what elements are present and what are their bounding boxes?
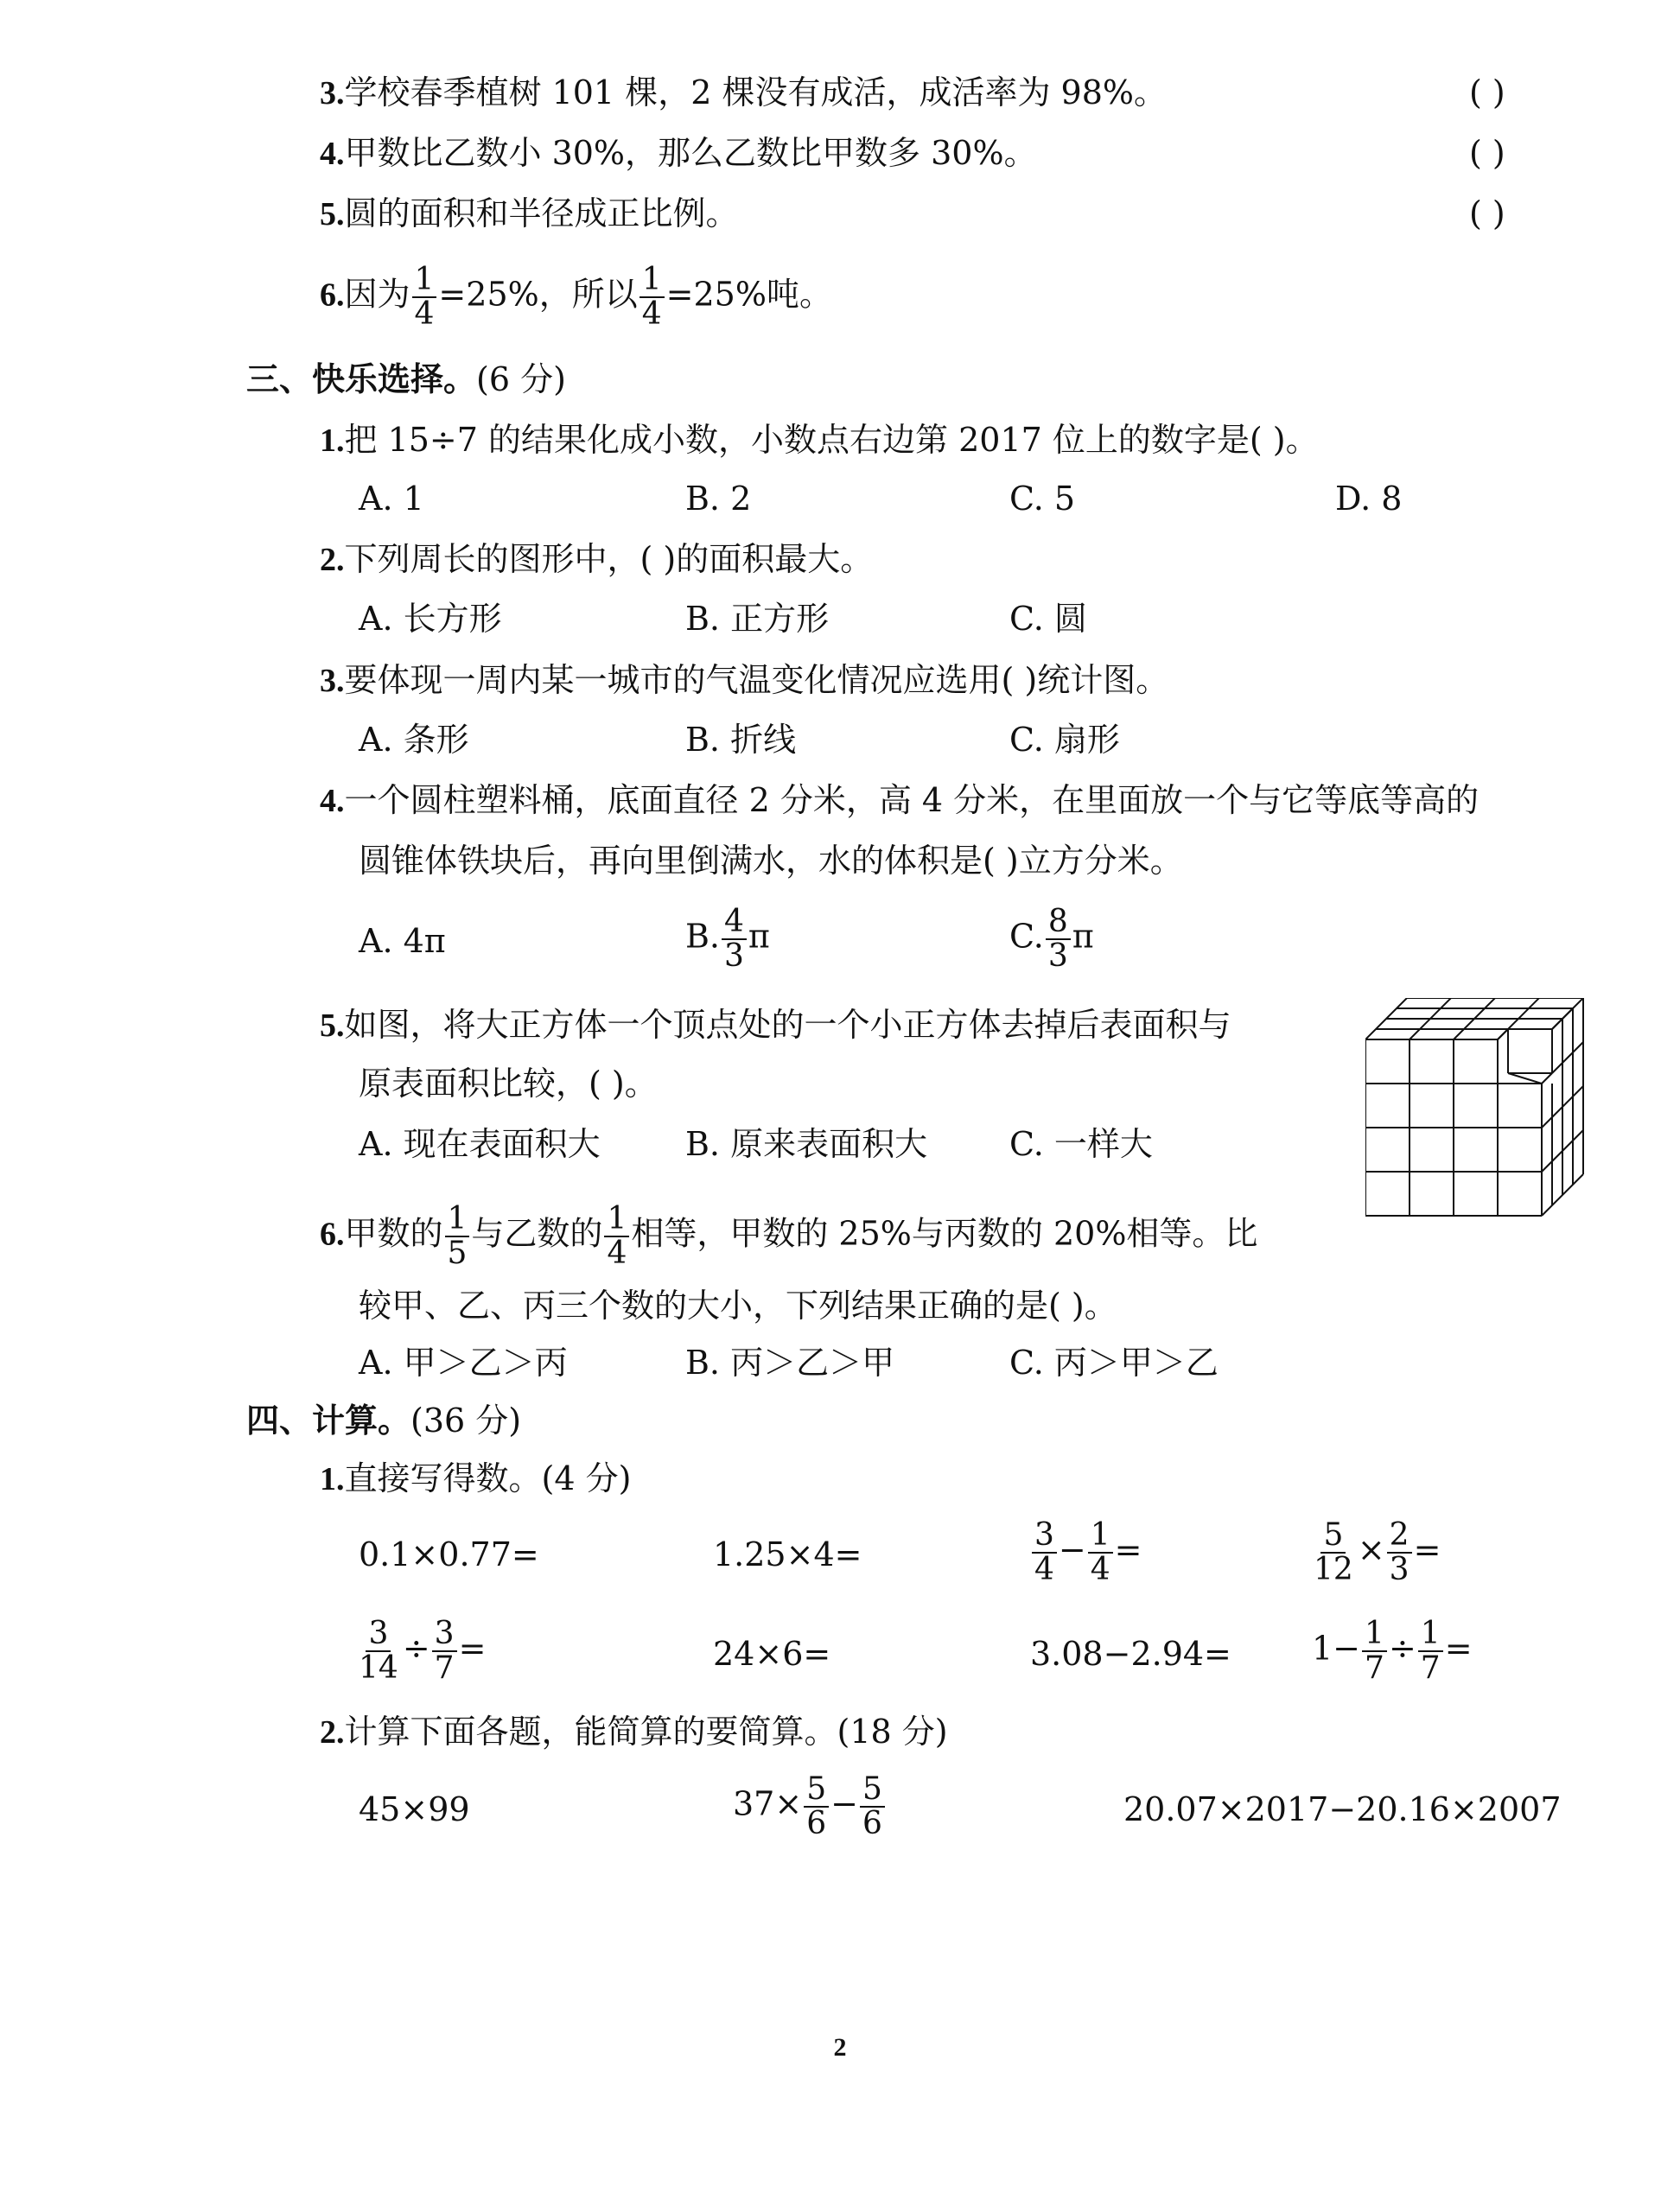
denominator: 7 bbox=[434, 1649, 455, 1686]
choice-q3 bbox=[320, 661, 1169, 699]
question-number: 4. bbox=[320, 783, 345, 819]
option-label: C. bbox=[1009, 917, 1044, 956]
equals: = bbox=[1444, 1629, 1473, 1668]
denominator: 6 bbox=[862, 1805, 882, 1841]
section-score: (36 分) bbox=[410, 1402, 522, 1440]
option-a[interactable]: A. 现在表面积大 bbox=[359, 1125, 601, 1163]
fraction bbox=[1046, 906, 1071, 973]
denominator: 7 bbox=[1365, 1649, 1384, 1686]
denominator: 4 bbox=[414, 296, 435, 332]
question-number: 1. bbox=[320, 423, 345, 459]
fraction bbox=[860, 1773, 885, 1840]
option-b[interactable]: B. 2 bbox=[685, 480, 752, 518]
option-d[interactable]: D. 8 bbox=[1335, 480, 1403, 518]
fraction bbox=[356, 1618, 401, 1685]
option-b[interactable]: B. 原来表面积大 bbox=[685, 1125, 928, 1163]
judge-q4 bbox=[320, 134, 1037, 172]
operand: 1− bbox=[1312, 1629, 1361, 1668]
numerator: 1 bbox=[1362, 1618, 1387, 1652]
question-text-line2: 圆锥体铁块后，再向里倒满水，水的体积是( )立方分米。 bbox=[359, 842, 1183, 880]
judge-q5 bbox=[320, 194, 739, 232]
equals: = bbox=[1114, 1530, 1142, 1569]
expression bbox=[733, 1773, 887, 1840]
denominator: 3 bbox=[1047, 938, 1068, 974]
numerator: 1 bbox=[1418, 1618, 1443, 1652]
question-text: 因为 bbox=[344, 275, 410, 314]
expression: 1.25×4= bbox=[713, 1535, 862, 1573]
question-number: 6. bbox=[320, 1216, 345, 1253]
denominator: 4 bbox=[1034, 1551, 1054, 1587]
operand: 37× bbox=[733, 1784, 803, 1823]
numerator: 5 bbox=[804, 1773, 829, 1808]
equals: = bbox=[458, 1629, 487, 1668]
option-label: B. bbox=[685, 917, 721, 956]
option-a[interactable]: A. 条形 bbox=[359, 721, 469, 759]
question-number: 5. bbox=[320, 196, 345, 232]
question-text: 圆的面积和半径成正比例。 bbox=[344, 194, 739, 232]
choice-q2 bbox=[320, 540, 874, 578]
fraction bbox=[640, 264, 665, 331]
operator: ÷ bbox=[402, 1629, 430, 1668]
fraction bbox=[412, 264, 437, 331]
denominator: 7 bbox=[1420, 1649, 1441, 1686]
choice-q1 bbox=[320, 423, 1319, 457]
question-number: 4. bbox=[320, 136, 345, 172]
question-number: 1. bbox=[320, 1461, 345, 1497]
option-c[interactable]: C. 扇形 bbox=[1009, 721, 1120, 759]
section4-heading bbox=[246, 1402, 522, 1440]
expression bbox=[1312, 1618, 1473, 1685]
option-b[interactable]: B. 折线 bbox=[685, 721, 797, 759]
expression: 20.07×2017−20.16×2007 bbox=[1123, 1790, 1562, 1828]
expression: 3.08−2.94= bbox=[1030, 1635, 1231, 1673]
question-text: 与乙数的 bbox=[471, 1214, 603, 1253]
denominator: 14 bbox=[359, 1649, 398, 1686]
fraction bbox=[1088, 1519, 1113, 1586]
answer-blank[interactable]: ( ) bbox=[1469, 134, 1505, 172]
denominator: 3 bbox=[1389, 1551, 1410, 1587]
answer-blank[interactable]: ( ) bbox=[1469, 73, 1505, 111]
option-c[interactable]: C. 圆 bbox=[1009, 600, 1087, 638]
operator: − bbox=[1058, 1530, 1086, 1569]
question-text: 学校春季植树 101 棵，2 棵没有成活，成活率为 98%。 bbox=[344, 73, 1167, 111]
question-text-line2: 原表面积比较，( )。 bbox=[359, 1065, 658, 1103]
fraction bbox=[1418, 1618, 1443, 1685]
question-text: 甲数的 bbox=[344, 1214, 443, 1253]
denominator: 4 bbox=[641, 296, 662, 332]
numerator: 1 bbox=[445, 1203, 470, 1237]
question-text: 如图，将大正方体一个顶点处的一个小正方体去掉后表面积与 bbox=[344, 1006, 1231, 1044]
fraction bbox=[445, 1203, 470, 1270]
section3-heading bbox=[246, 360, 566, 398]
numerator: 8 bbox=[1046, 906, 1071, 940]
denominator: 4 bbox=[1090, 1551, 1110, 1587]
choice-q4 bbox=[320, 781, 1480, 819]
question-text: 甲数比乙数小 30%，那么乙数比甲数多 30%。 bbox=[344, 134, 1037, 172]
expression: 24×6= bbox=[713, 1635, 831, 1673]
question-text: =25%吨。 bbox=[665, 275, 832, 314]
expression bbox=[1030, 1519, 1142, 1586]
answer-blank[interactable]: ( ) bbox=[1469, 194, 1505, 232]
operator: ÷ bbox=[1388, 1629, 1416, 1668]
numerator: 1 bbox=[604, 1203, 629, 1237]
question-text: 一个圆柱塑料桶，底面直径 2 分米，高 4 分米，在里面放一个与它等底等高的 bbox=[344, 781, 1480, 819]
choice-q5 bbox=[320, 1008, 1231, 1042]
numerator: 4 bbox=[722, 906, 747, 940]
expression bbox=[354, 1618, 486, 1685]
section-title: 三、快乐选择。 bbox=[246, 360, 477, 398]
numerator: 1 bbox=[640, 264, 665, 298]
denominator: 6 bbox=[806, 1805, 827, 1841]
fraction bbox=[1032, 1519, 1057, 1586]
pi-symbol: π bbox=[748, 917, 770, 956]
denominator: 5 bbox=[447, 1235, 468, 1271]
numerator: 2 bbox=[1387, 1519, 1412, 1554]
option-a[interactable]: A. 4π bbox=[359, 922, 446, 960]
numerator: 1 bbox=[412, 264, 437, 298]
question-text: 计算下面各题，能简算的要简算。(18 分) bbox=[344, 1713, 948, 1751]
option-a[interactable]: A. 甲＞乙＞丙 bbox=[359, 1344, 568, 1382]
question-text: 下列周长的图形中，( )的面积最大。 bbox=[344, 540, 874, 578]
question-text-line2: 较甲、乙、丙三个数的大小，下列结果正确的是( )。 bbox=[359, 1287, 1117, 1325]
calc-part2 bbox=[320, 1715, 948, 1749]
numerator: 3 bbox=[1032, 1519, 1057, 1554]
section-title: 四、计算。 bbox=[246, 1402, 411, 1440]
operator: − bbox=[830, 1784, 858, 1823]
denominator: 3 bbox=[724, 938, 744, 974]
question-text: =25%，所以 bbox=[438, 275, 638, 314]
fraction bbox=[804, 1773, 829, 1840]
operator: × bbox=[1357, 1530, 1385, 1569]
expression bbox=[1309, 1519, 1441, 1586]
question-number: 3. bbox=[320, 75, 345, 111]
calc-part1 bbox=[320, 1459, 632, 1497]
option-b[interactable]: B. 丙＞乙＞甲 bbox=[685, 1344, 895, 1382]
fraction bbox=[604, 1203, 629, 1270]
fraction bbox=[1362, 1618, 1387, 1685]
question-number: 5. bbox=[320, 1007, 345, 1044]
question-text: 要体现一周内某一城市的气温变化情况应选用( )统计图。 bbox=[344, 661, 1169, 699]
denominator: 12 bbox=[1314, 1551, 1353, 1587]
option-a[interactable]: A. 长方形 bbox=[359, 600, 502, 638]
numerator: 1 bbox=[1088, 1519, 1113, 1554]
option-c[interactable]: C. 丙＞甲＞乙 bbox=[1009, 1344, 1219, 1382]
option-c[interactable]: C. 5 bbox=[1009, 480, 1076, 518]
expression: 0.1×0.77= bbox=[359, 1535, 539, 1573]
option-c[interactable] bbox=[1009, 906, 1094, 973]
fraction bbox=[1387, 1519, 1412, 1586]
question-text: 相等，甲数的 25%与丙数的 20%相等。比 bbox=[631, 1214, 1258, 1253]
question-number: 2. bbox=[320, 542, 345, 578]
option-b[interactable] bbox=[685, 906, 770, 973]
pi-symbol: π bbox=[1072, 917, 1094, 956]
question-number: 6. bbox=[320, 276, 345, 314]
question-text: 把 15÷7 的结果化成小数，小数点右边第 2017 位上的数字是( )。 bbox=[344, 421, 1319, 459]
option-c[interactable]: C. 一样大 bbox=[1009, 1125, 1153, 1163]
option-a[interactable]: A. 1 bbox=[359, 480, 424, 518]
choice-q6 bbox=[320, 1203, 1257, 1270]
page-number: 2 bbox=[833, 2033, 847, 2062]
question-text: 直接写得数。(4 分) bbox=[344, 1459, 632, 1497]
equals: = bbox=[1413, 1530, 1441, 1569]
option-b[interactable]: B. 正方形 bbox=[685, 600, 830, 638]
numerator: 3 bbox=[366, 1618, 391, 1652]
fraction bbox=[432, 1618, 457, 1685]
numerator: 5 bbox=[1320, 1519, 1346, 1554]
section-score: (6 分) bbox=[476, 360, 566, 398]
judge-q3 bbox=[320, 73, 1167, 111]
question-number: 3. bbox=[320, 663, 345, 699]
fraction bbox=[722, 906, 747, 973]
question-number: 2. bbox=[320, 1714, 345, 1751]
cube-figure bbox=[1365, 998, 1590, 1223]
numerator: 5 bbox=[860, 1773, 885, 1808]
denominator: 4 bbox=[607, 1235, 627, 1271]
judge-q6 bbox=[320, 264, 832, 331]
expression: 45×99 bbox=[359, 1790, 470, 1828]
fraction bbox=[1311, 1519, 1356, 1586]
numerator: 3 bbox=[432, 1618, 457, 1652]
